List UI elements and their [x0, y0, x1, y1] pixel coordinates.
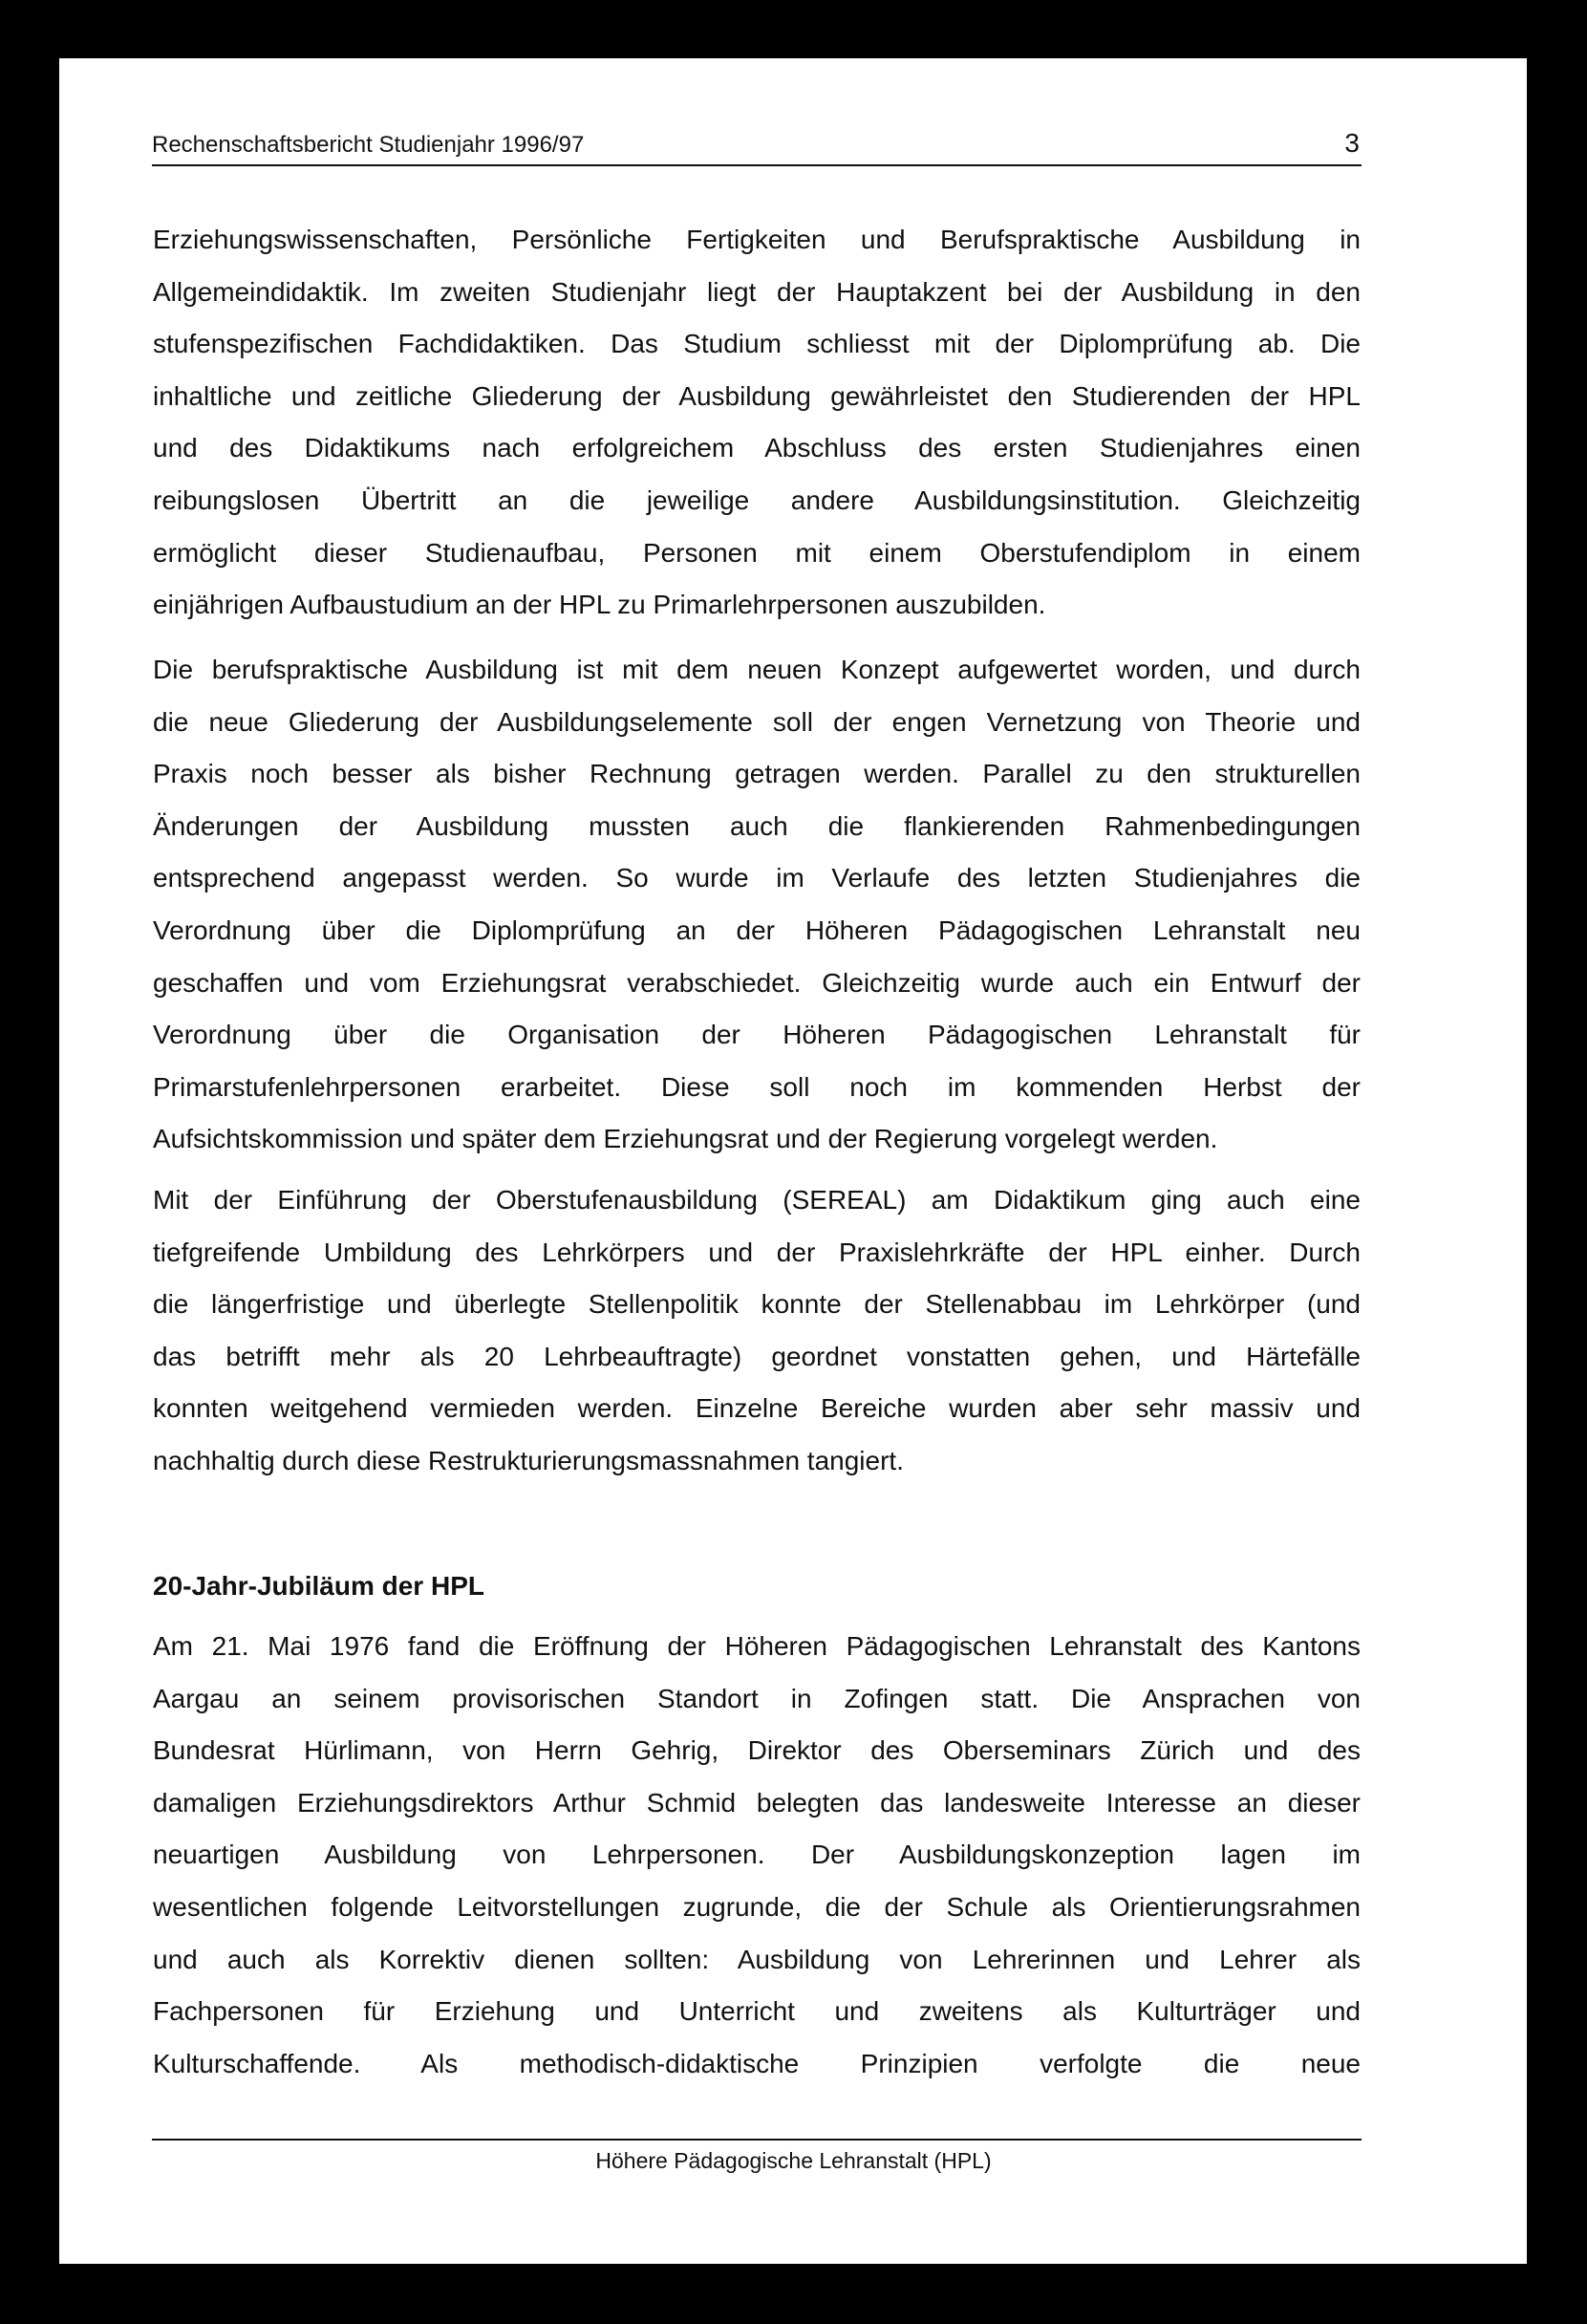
- section-heading: 20-Jahr-Jubiläum der HPL: [153, 1571, 484, 1601]
- header-title: Rechenschaftsbericht Studienjahr 1996/97: [152, 132, 585, 158]
- text-line: Bundesrat Hürlimann, von Herrn Gehrig, Direktor des Oberseminars Zürich und des: [153, 1735, 1361, 1766]
- text-line: entsprechend angepasst werden. So wurde im Verlaufe des letzten Studienjahres die: [153, 863, 1361, 893]
- text-line: Fachpersonen für Erziehung und Unterricht und zweitens als Kulturträger und: [153, 1996, 1361, 2027]
- text-line: damaligen Erziehungsdirektors Arthur Schmid belegten das landesweite Interesse an dieser: [153, 1787, 1361, 1818]
- text-line: neuartigen Ausbildung von Lehrpersonen. Der Ausbildungskonzeption lagen im: [153, 1840, 1361, 1870]
- text-line: nachhaltig durch diese Restrukturierungsmassnahmen tangiert.: [153, 1445, 904, 1475]
- text-line: und des Didaktikums nach erfolgreichem Abschluss des ersten Studienjahres einen: [153, 433, 1361, 463]
- text-line: einjährigen Aufbaustudium an der HPL zu Primarlehrpersonen auszubilden.: [153, 590, 1046, 620]
- paragraph: [153, 1621, 1361, 2090]
- text-line: Verordnung über die Diplomprüfung an der Höheren Pädagogischen Lehranstalt neu: [153, 915, 1361, 945]
- text-line: Praxis noch besser als bisher Rechnung getragen werden. Parallel zu den strukturellen: [153, 759, 1361, 789]
- text-line: Am 21. Mai 1976 fand die Eröffnung der Höheren Pädagogischen Lehranstalt des Kantons: [153, 1631, 1361, 1661]
- text-line: Primarstufenlehrpersonen erarbeitet. Diese soll noch im kommenden Herbst der: [153, 1071, 1361, 1102]
- text-line: wesentlichen folgende Leitvorstellungen zugrunde, die der Schule als Orientierungsrahmen: [153, 1891, 1361, 1922]
- text-line: das betrifft mehr als 20 Lehrbeauftragte) geordnet vonstatten gehen, und Härtefälle: [153, 1341, 1361, 1371]
- text-line: Verordnung über die Organisation der Höheren Pädagogischen Lehranstalt für: [153, 1020, 1361, 1050]
- text-line: konnten weitgehend vermieden werden. Einzelne Bereiche wurden aber sehr massiv und: [153, 1393, 1361, 1424]
- text-line: Mit der Einführung der Oberstufenausbildung (SEREAL) am Didaktikum ging auch eine: [153, 1185, 1361, 1215]
- text-line: Erziehungswissenschaften, Persönliche Fertigkeiten und Berufspraktische Ausbildung in: [153, 225, 1361, 254]
- paragraph: [153, 1174, 1361, 1488]
- text-line: ermöglicht dieser Studienaufbau, Personen mit einem Oberstufendiplom in einem: [153, 537, 1361, 568]
- text-line: und auch als Korrektiv dienen sollten: Ausbildung von Lehrerinnen und Lehrer als: [153, 1944, 1361, 1974]
- footer-rule: [152, 2139, 1362, 2141]
- text-line: Aufsichtskommission und später dem Erziehungsrat und der Regierung vorgelegt werden.: [153, 1124, 1218, 1154]
- page-number: 3: [1344, 128, 1360, 158]
- page-header: [152, 128, 1362, 166]
- text-line: tiefgreifende Umbildung des Lehrkörpers und der Praxislehrkräfte der HPL einher. Durch: [153, 1237, 1361, 1267]
- text-line: geschaffen und vom Erziehungsrat verabschiedet. Gleichzeitig wurde auch ein Entwurf der: [153, 967, 1361, 998]
- text-line: die längerfristige und überlegte Stellenpolitik konnte der Stellenabbau im Lehrkörper (und: [153, 1289, 1361, 1320]
- header-rule: [152, 164, 1362, 166]
- text-line: Aargau an seinem provisorischen Standort in Zofingen statt. Die Ansprachen von: [153, 1683, 1361, 1713]
- paragraph: [153, 644, 1361, 1166]
- paragraph: [153, 214, 1361, 632]
- text-line: stufenspezifischen Fachdidaktiken. Das Studium schliesst mit der Diplomprüfung ab. Die: [153, 329, 1361, 359]
- text-line: Die berufspraktische Ausbildung ist mit dem neuen Konzept aufgewertet worden, und durch: [153, 655, 1361, 684]
- text-line: die neue Gliederung der Ausbildungselemente soll der engen Vernetzung von Theorie und: [153, 706, 1361, 737]
- text-line: inhaltliche und zeitliche Gliederung der Ausbildung gewährleistet den Studierenden der HPL: [153, 380, 1361, 411]
- text-line: Änderungen der Ausbildung mussten auch die flankierenden Rahmenbedingungen: [153, 810, 1361, 841]
- text-line: reibungslosen Übertritt an die jeweilige andere Ausbildungsinstitution. Gleichzeitig: [153, 484, 1361, 515]
- text-line: Allgemeindidaktik. Im zweiten Studienjahr liegt der Hauptakzent bei der Ausbildung in den: [153, 276, 1361, 307]
- page-footer: Höhere Pädagogische Lehranstalt (HPL): [595, 2148, 992, 2173]
- text-line: Kulturschaffende. Als methodisch-didaktische Prinzipien verfolgte die neue: [153, 2048, 1361, 2078]
